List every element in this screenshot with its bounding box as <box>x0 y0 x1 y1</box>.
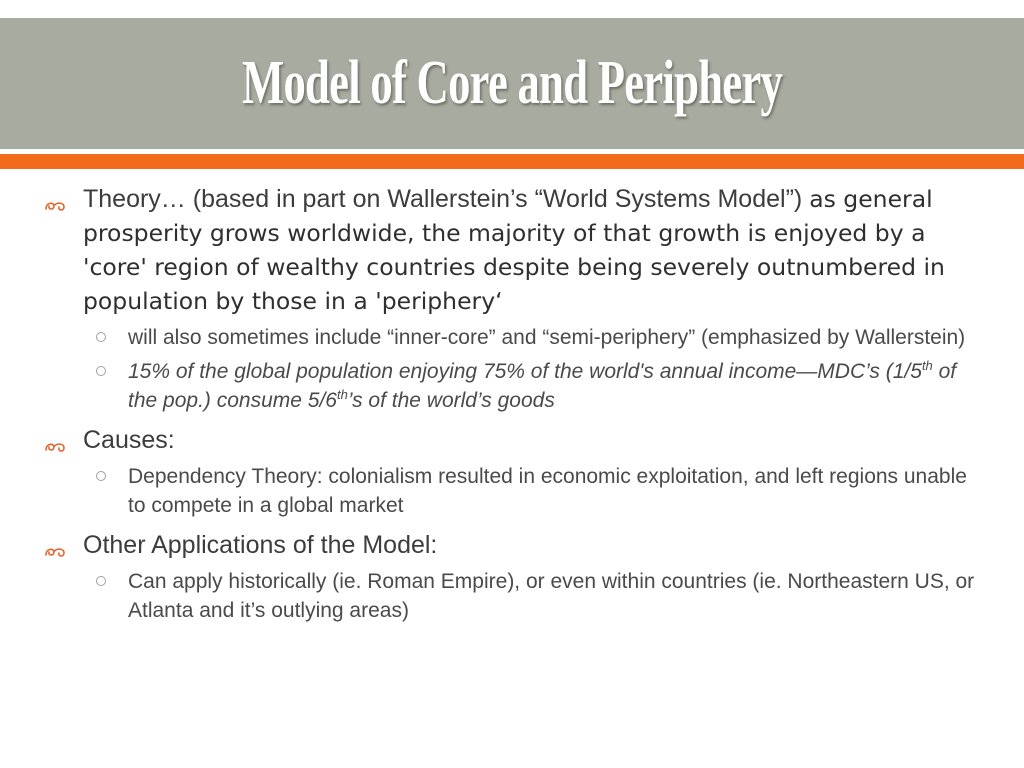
circle-bullet-icon <box>96 366 106 376</box>
bullet-causes <box>0 423 1024 457</box>
stat-part-1: 15% of the global population enjoying 75% of the world's annual income—MDC’s (1/5 <box>128 360 922 383</box>
causes-heading: Causes: <box>83 426 175 454</box>
bullet-other-applications <box>0 528 1024 562</box>
sub-bullet-dependency <box>0 462 1024 520</box>
bullet-theory <box>0 182 1024 318</box>
slide-body <box>0 182 1024 625</box>
sub-bullet-inner-core <box>0 323 1024 352</box>
stat-part-3: ’s of the world’s goods <box>347 389 555 412</box>
curl-bullet-icon <box>44 192 66 222</box>
title-band <box>0 18 1024 149</box>
sub-bullet-text: Dependency Theory: colonialism resulted in economic exploitation, and left regions unable to compete in a global market <box>128 465 967 517</box>
sub-bullet-text: will also sometimes include “inner-core” and “semi-periphery” (emphasized by Wallerstein) <box>128 326 966 349</box>
circle-bullet-icon <box>96 576 106 586</box>
stat-part-2: of the pop.) consume 5/6 <box>128 360 957 412</box>
curl-bullet-icon <box>44 433 66 463</box>
circle-bullet-icon <box>96 471 106 481</box>
slide-title: Model of Core and Periphery <box>241 49 783 117</box>
sub-bullet-historical <box>0 567 1024 625</box>
applications-heading: Other Applications of the Model: <box>83 531 438 559</box>
theory-lead: Theory… (based in part on Wallerstein’s “World Systems Model”) <box>83 185 803 213</box>
theory-emphasis: as general prosperity grows worldwide, the majority of that growth is enjoyed by a 'core' region of wealthy countries despite being severely outnumbered in population by those in a 'periphery‘ <box>83 185 945 315</box>
stat-sup-1: th <box>921 358 933 373</box>
circle-bullet-icon <box>96 332 106 342</box>
stat-sup-2: th <box>336 387 348 402</box>
sub-bullet-text: Can apply historically (ie. Roman Empire), or even within countries (ie. Northeastern US, or Atlanta and it’s outlying areas) <box>128 570 975 622</box>
accent-band <box>0 154 1024 169</box>
sub-bullet-income-stat <box>0 357 1024 415</box>
curl-bullet-icon <box>44 538 66 568</box>
